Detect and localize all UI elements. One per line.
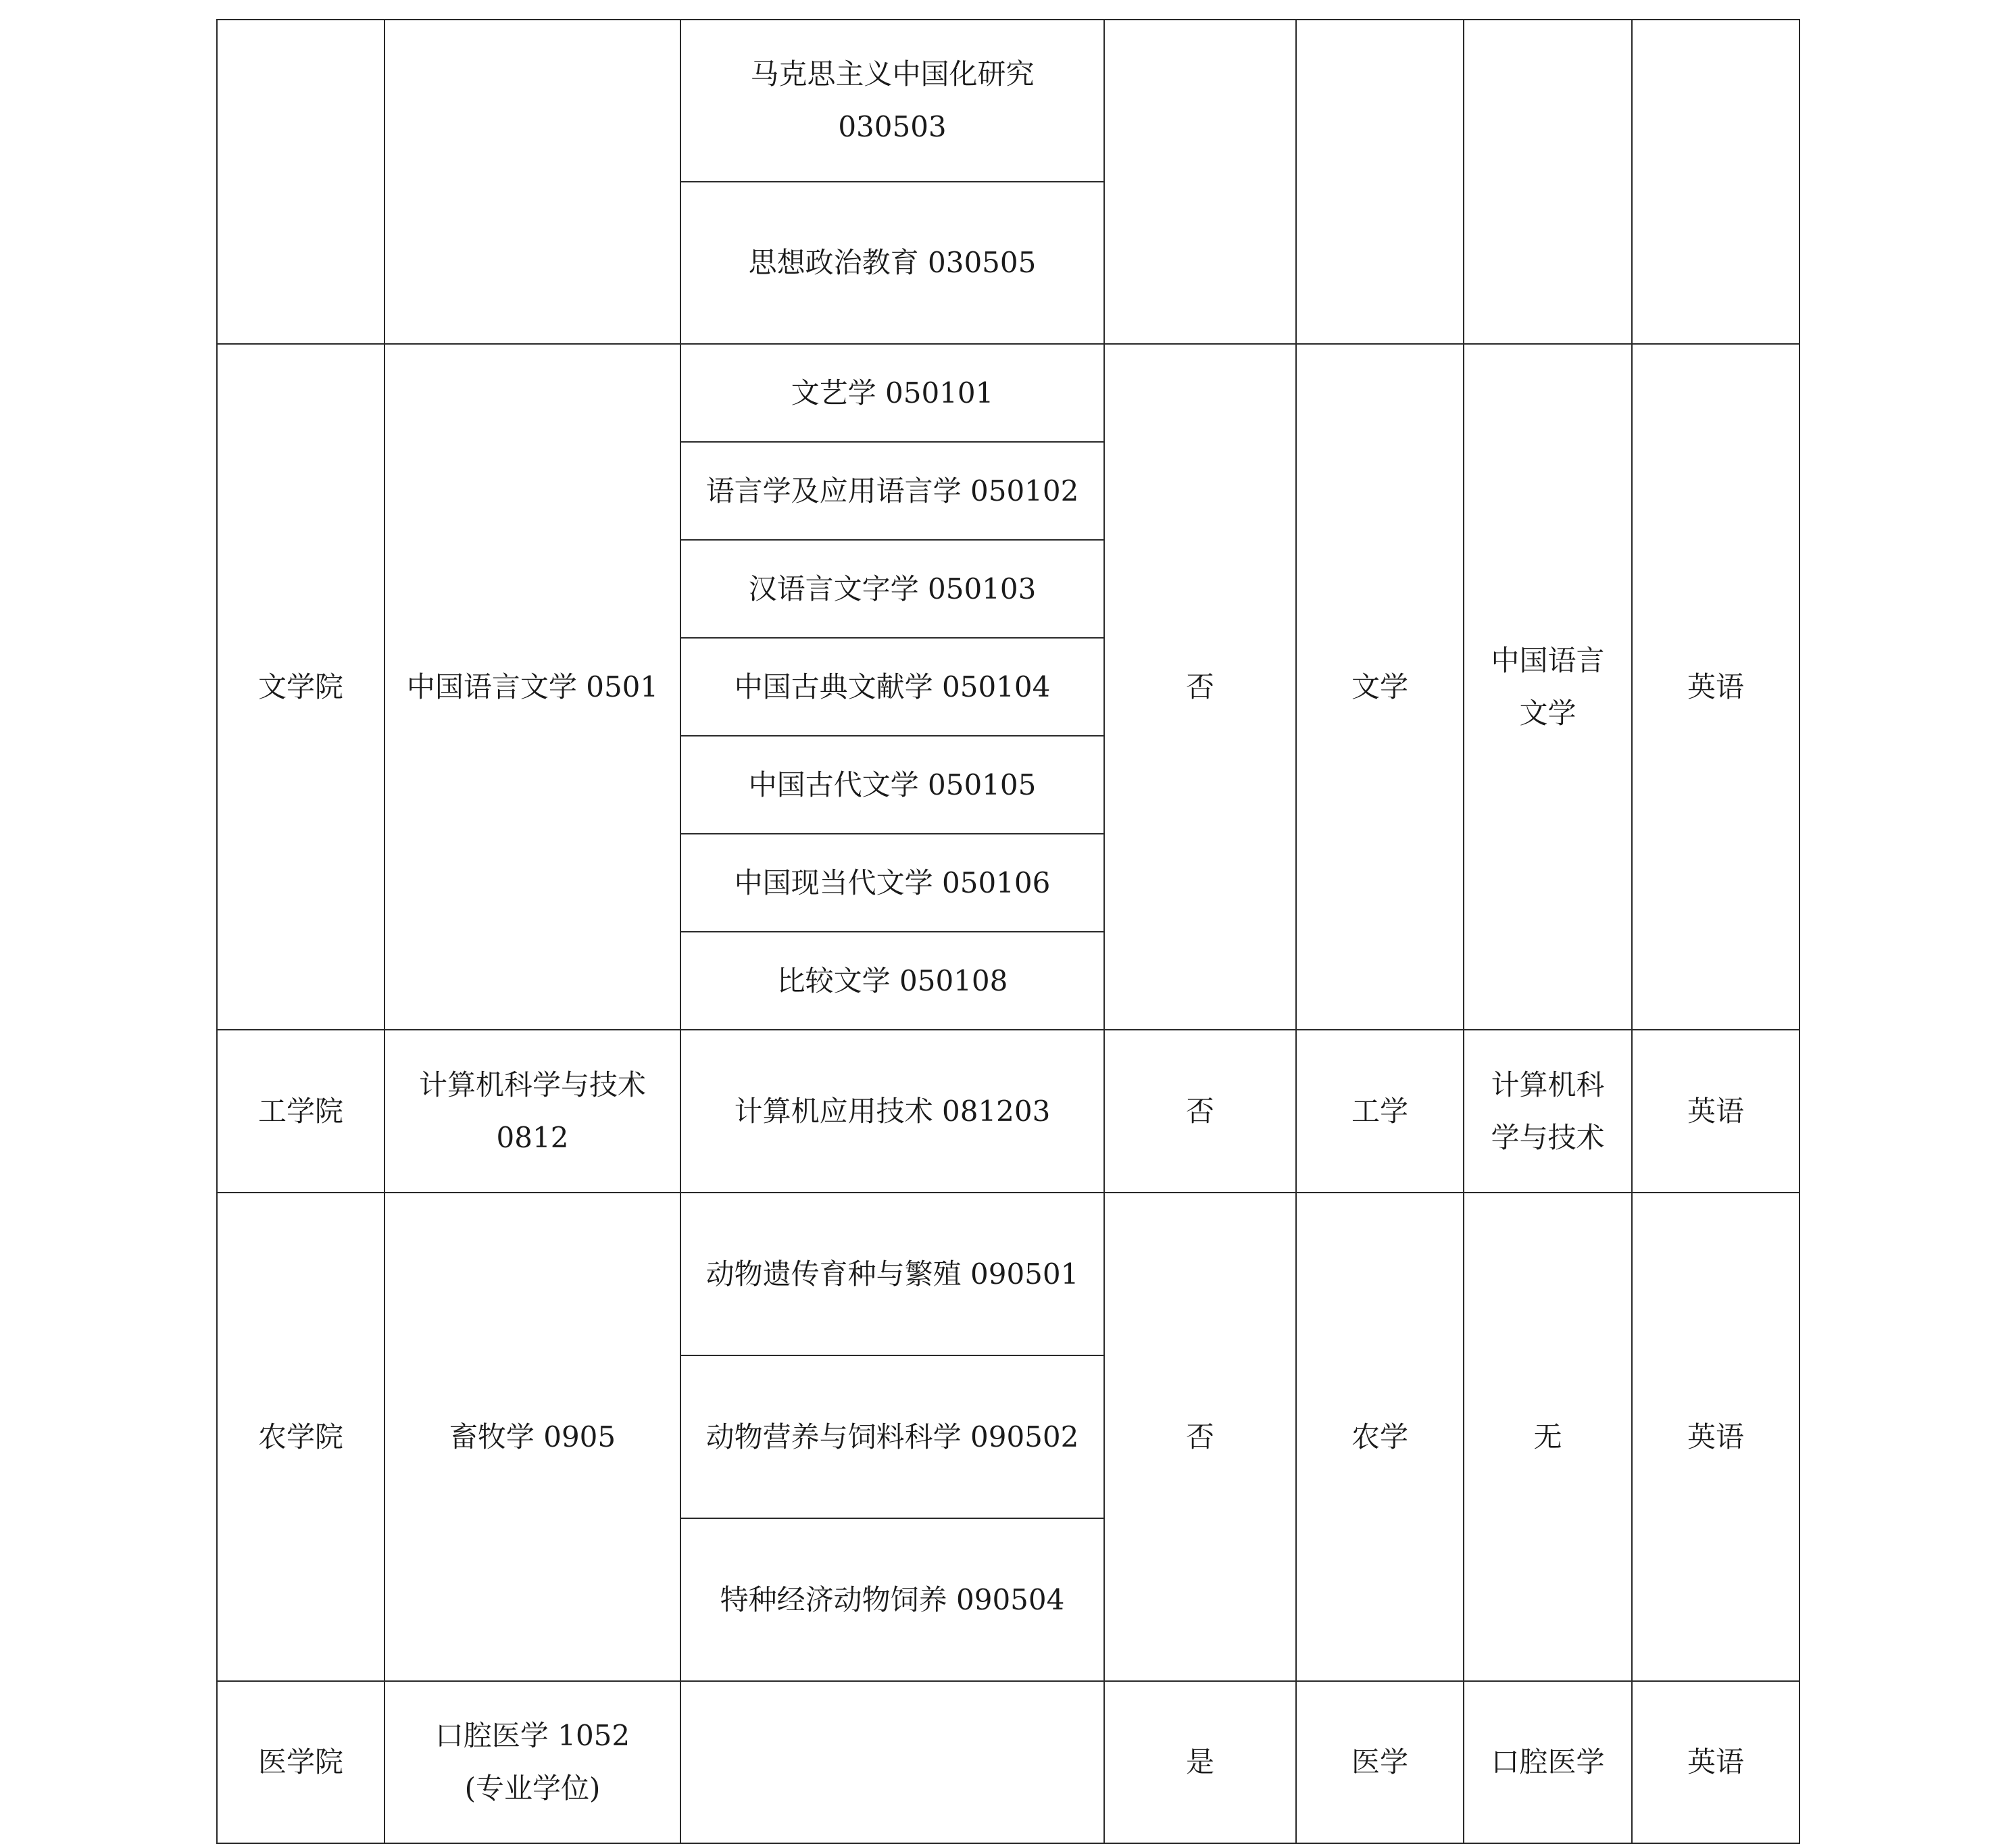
discipline-cell: 口腔医学 1052 (专业学位): [384, 1681, 680, 1843]
major-cell: 中国古典文献学 050104: [680, 638, 1104, 736]
flag-cell: 是: [1104, 1681, 1296, 1843]
flag-cell: 否: [1104, 1193, 1296, 1681]
language-cell: 英语: [1632, 1193, 1799, 1681]
major-cell: 思想政治教育 030505: [680, 182, 1104, 344]
major-cell: 动物营养与饲料科学 090502: [680, 1355, 1104, 1518]
major-cell: 动物遗传育种与繁殖 090501: [680, 1193, 1104, 1355]
degree-category-cell: 农学: [1296, 1193, 1464, 1681]
degree-cell-continued: [1296, 20, 1464, 344]
discipline-cell: 计算机科学与技术 0812: [384, 1030, 680, 1193]
degree-category-cell: 医学: [1296, 1681, 1464, 1843]
major-cell: 汉语言文字学 050103: [680, 540, 1104, 638]
related-discipline-cell: 口腔医学: [1464, 1681, 1632, 1843]
language-cell: 英语: [1632, 1030, 1799, 1193]
college-cell: 农学院: [217, 1193, 384, 1681]
discipline-cell: 中国语言文学 0501: [384, 344, 680, 1030]
college-cell: 工学院: [217, 1030, 384, 1193]
major-cell: 中国古代文学 050105: [680, 736, 1104, 834]
discipline-cell: 畜牧学 0905: [384, 1193, 680, 1681]
table-row: [217, 1681, 1799, 1843]
major-cell: 比较文学 050108: [680, 932, 1104, 1030]
table-row: [217, 1030, 1799, 1193]
table-row: [217, 344, 1799, 442]
program-table: [216, 19, 1800, 1844]
language-cell: 英语: [1632, 1681, 1799, 1843]
flag-cell: 否: [1104, 1030, 1296, 1193]
language-cell-continued: [1632, 20, 1799, 344]
related-discipline-cell: 计算机科 学与技术: [1464, 1030, 1632, 1193]
major-cell: 马克思主义中国化研究 030503: [680, 20, 1104, 182]
table-row: [217, 20, 1799, 182]
major-cell: 特种经济动物饲养 090504: [680, 1518, 1104, 1681]
degree-category-cell: 文学: [1296, 344, 1464, 1030]
related-discipline-cell: 中国语言 文学: [1464, 344, 1632, 1030]
related-discipline-cell: 无: [1464, 1193, 1632, 1681]
flag-cell: 否: [1104, 344, 1296, 1030]
major-cell: [680, 1681, 1104, 1843]
major-cell: 语言学及应用语言学 050102: [680, 442, 1104, 540]
major-cell: 中国现当代文学 050106: [680, 834, 1104, 932]
major-cell: 文艺学 050101: [680, 344, 1104, 442]
college-cell: 医学院: [217, 1681, 384, 1843]
college-cell: 文学院: [217, 344, 384, 1030]
table-row: [217, 1193, 1799, 1355]
flag-cell-continued: [1104, 20, 1296, 344]
related-cell-continued: [1464, 20, 1632, 344]
discipline-cell-continued: [384, 20, 680, 344]
language-cell: 英语: [1632, 344, 1799, 1030]
college-cell-continued: [217, 20, 384, 344]
degree-category-cell: 工学: [1296, 1030, 1464, 1193]
major-cell: 计算机应用技术 081203: [680, 1030, 1104, 1193]
